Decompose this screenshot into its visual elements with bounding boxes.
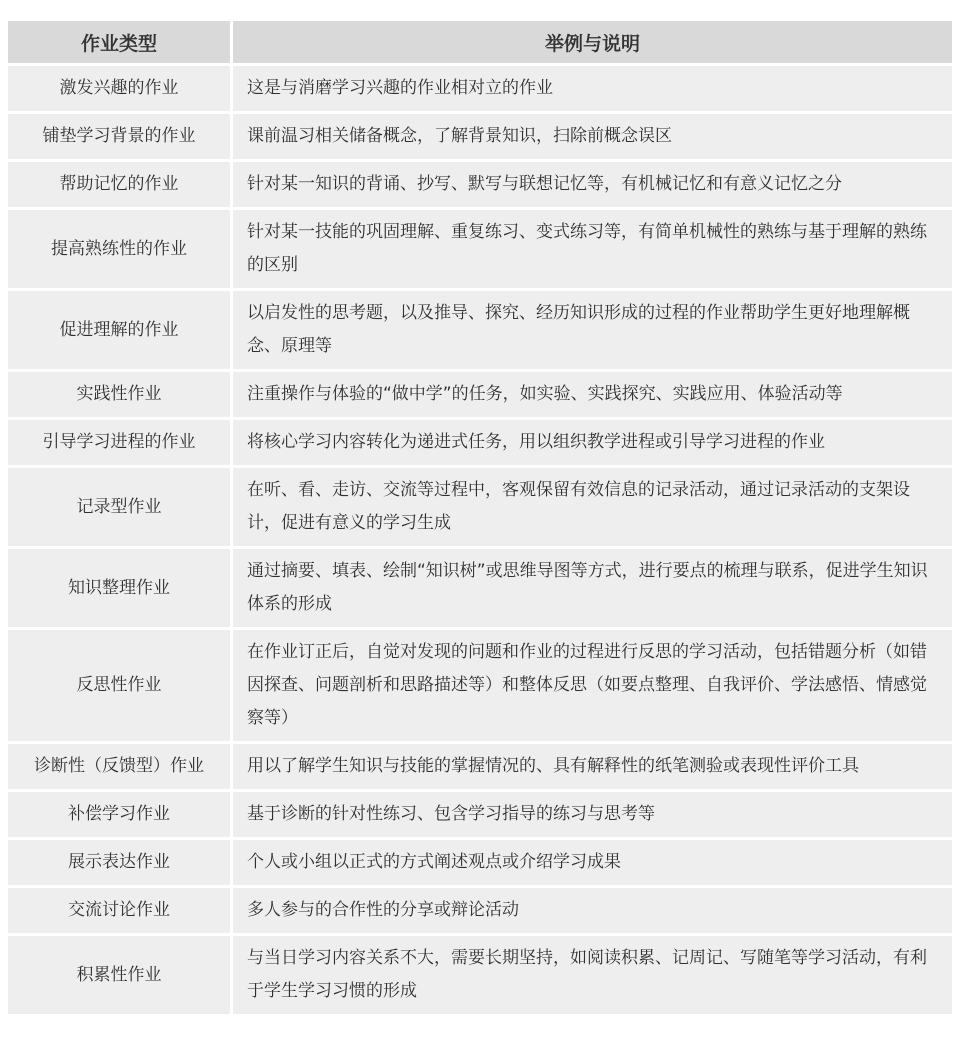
table-row <box>8 162 952 207</box>
homework-type-cell: 展示表达作业 <box>8 840 233 885</box>
homework-description-cell: 注重操作与体验的“做中学”的任务，如实验、实践探究、实践应用、体验活动等 <box>233 372 952 417</box>
homework-type-cell: 提高熟练性的作业 <box>8 210 233 288</box>
table-row <box>8 468 952 546</box>
homework-type-cell: 实践性作业 <box>8 372 233 417</box>
table-row <box>8 372 952 417</box>
homework-type-cell: 交流讨论作业 <box>8 888 233 933</box>
homework-type-cell: 铺垫学习背景的作业 <box>8 114 233 159</box>
homework-type-cell: 反思性作业 <box>8 630 233 741</box>
homework-description-cell: 将核心学习内容转化为递进式任务，用以组织教学进程或引导学习进程的作业 <box>233 420 952 465</box>
homework-description-cell: 用以了解学生知识与技能的掌握情况的、具有解释性的纸笔测验或表现性评价工具 <box>233 744 952 789</box>
homework-description-cell: 与当日学习内容关系不大，需要长期坚持，如阅读积累、记周记、写随笔等学习活动，有利于学生学习习惯的形成 <box>233 936 952 1014</box>
table-row <box>8 744 952 789</box>
table-row <box>8 66 952 111</box>
homework-type-cell: 诊断性（反馈型）作业 <box>8 744 233 789</box>
table-row <box>8 114 952 159</box>
table-row <box>8 630 952 741</box>
homework-description-cell: 通过摘要、填表、绘制“知识树”或思维导图等方式，进行要点的梳理与联系，促进学生知识体系的形成 <box>233 549 952 627</box>
table-row <box>8 792 952 837</box>
homework-description-cell: 这是与消磨学习兴趣的作业相对立的作业 <box>233 66 952 111</box>
homework-description-cell: 针对某一知识的背诵、抄写、默写与联想记忆等，有机械记忆和有意义记忆之分 <box>233 162 952 207</box>
homework-description-cell: 在作业订正后，自觉对发现的问题和作业的过程进行反思的学习活动，包括错题分析（如错因探查、问题剖析和思路描述等）和整体反思（如要点整理、自我评价、学法感悟、情感觉察等） <box>233 630 952 741</box>
homework-type-cell: 记录型作业 <box>8 468 233 546</box>
table-row <box>8 888 952 933</box>
homework-type-cell: 帮助记忆的作业 <box>8 162 233 207</box>
table-row <box>8 549 952 627</box>
homework-type-cell: 补偿学习作业 <box>8 792 233 837</box>
table-row <box>8 210 952 288</box>
table-row <box>8 420 952 465</box>
homework-type-cell: 知识整理作业 <box>8 549 233 627</box>
homework-description-cell: 针对某一技能的巩固理解、重复练习、变式练习等，有简单机械性的熟练与基于理解的熟练的区别 <box>233 210 952 288</box>
homework-types-table <box>8 18 952 1017</box>
homework-description-cell: 以启发性的思考题，以及推导、探究、经历知识形成的过程的作业帮助学生更好地理解概念、原理等 <box>233 291 952 369</box>
homework-description-cell: 在听、看、走访、交流等过程中，客观保留有效信息的记录活动，通过记录活动的支架设计，促进有意义的学习生成 <box>233 468 952 546</box>
homework-description-cell: 课前温习相关储备概念，了解背景知识，扫除前概念误区 <box>233 114 952 159</box>
homework-type-cell: 积累性作业 <box>8 936 233 1014</box>
homework-type-cell: 激发兴趣的作业 <box>8 66 233 111</box>
table-row <box>8 291 952 369</box>
homework-description-cell: 基于诊断的针对性练习、包含学习指导的练习与思考等 <box>233 792 952 837</box>
homework-type-cell: 促进理解的作业 <box>8 291 233 369</box>
column-header-type: 作业类型 <box>8 21 233 63</box>
homework-types-table-container <box>8 18 952 1017</box>
table-row <box>8 936 952 1014</box>
homework-description-cell: 多人参与的合作性的分享或辩论活动 <box>233 888 952 933</box>
column-header-description: 举例与说明 <box>233 21 952 63</box>
table-row <box>8 840 952 885</box>
homework-description-cell: 个人或小组以正式的方式阐述观点或介绍学习成果 <box>233 840 952 885</box>
table-header-row <box>8 21 952 63</box>
homework-type-cell: 引导学习进程的作业 <box>8 420 233 465</box>
